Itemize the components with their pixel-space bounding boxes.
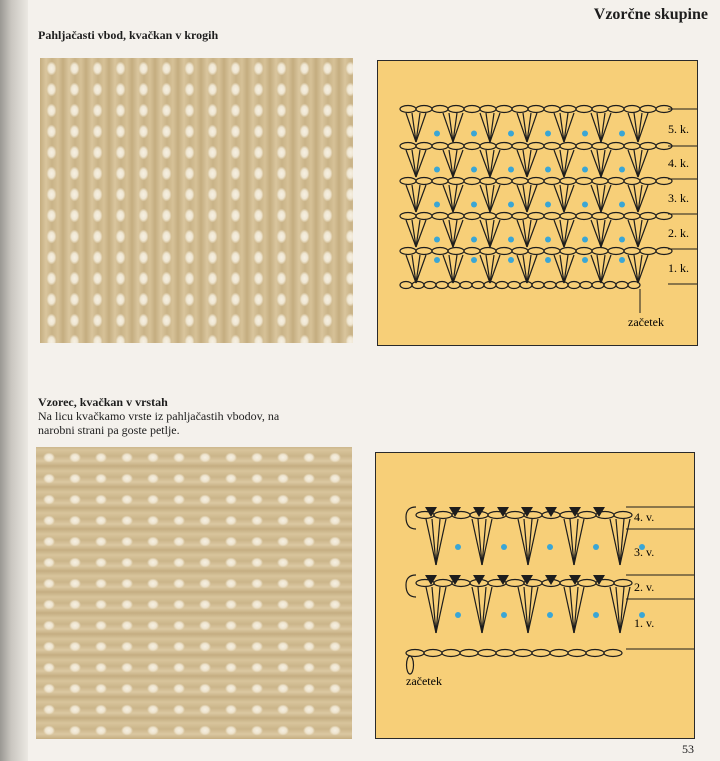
chain-stitch [480, 143, 496, 150]
chain-stitch [512, 143, 528, 150]
chain-stitch [560, 106, 576, 113]
blue-dot-marker [471, 257, 477, 263]
chain-stitch [442, 650, 460, 657]
chain-stitch [528, 213, 544, 220]
start-chain-loop [407, 656, 414, 674]
section2-description [38, 409, 338, 437]
section2-description-line2: narobni strani pa goste petlje. [38, 423, 180, 437]
chain-stitch [624, 213, 640, 220]
blue-dot-marker [545, 202, 551, 208]
blue-dot-marker [501, 612, 507, 618]
blue-dot-marker [434, 257, 440, 263]
chain-stitch [608, 248, 624, 255]
page-header-title: Vzorčne skupine [593, 6, 708, 23]
chain-stitch [614, 580, 632, 587]
blue-dot-marker [582, 202, 588, 208]
blue-dot-marker [471, 167, 477, 173]
chain-stitch [460, 650, 478, 657]
chain-stitch [424, 650, 442, 657]
blue-dot-marker [582, 131, 588, 137]
section1-title: Pahljačasti vbod, kvačkan v krogih [38, 28, 219, 42]
blue-dot-marker [619, 167, 625, 173]
chain-stitch [578, 580, 596, 587]
section1-crochet-photo [40, 58, 353, 343]
chain-stitch [448, 178, 464, 185]
blue-dot-marker [619, 131, 625, 137]
chain-stitch [608, 106, 624, 113]
blue-dot-marker [455, 544, 461, 550]
chain-stitch [448, 248, 464, 255]
section2-stitch-diagram [375, 452, 695, 739]
chain-stitch [506, 512, 524, 519]
chain-stitch [496, 282, 508, 289]
section2-row-label-1: 1. v. [634, 616, 655, 630]
chain-stitch [400, 143, 416, 150]
chain-stitch [560, 143, 576, 150]
chain-stitch [560, 213, 576, 220]
chain-stitch [528, 106, 544, 113]
chain-stitch [576, 213, 592, 220]
blue-dot-marker [545, 167, 551, 173]
chain-stitch [432, 248, 448, 255]
section2-description-line1: Na licu kvačkamo vrste iz pahljačastih vbodov, na [38, 409, 280, 423]
chain-stitch [432, 143, 448, 150]
chain-stitch [448, 213, 464, 220]
chain-stitch [532, 650, 550, 657]
section1-start-label: začetek [628, 315, 664, 329]
section1-row-label-2: 2. k. [668, 226, 689, 240]
chain-stitch [544, 178, 560, 185]
chain-stitch [496, 248, 512, 255]
chain-stitch [544, 248, 560, 255]
chain-stitch [448, 282, 460, 289]
blue-dot-marker [471, 202, 477, 208]
turning-chain [406, 507, 416, 529]
chain-stitch [592, 248, 608, 255]
blue-dot-marker [593, 544, 599, 550]
chain-stitch [412, 282, 424, 289]
chain-stitch [508, 282, 520, 289]
chain-stitch [478, 650, 496, 657]
blue-dot-marker [508, 167, 514, 173]
section2-title: Vzorec, kvačkan v vrstah [38, 395, 168, 409]
chain-stitch [400, 282, 412, 289]
blue-dot-marker [619, 257, 625, 263]
chain-stitch [496, 178, 512, 185]
chain-stitch [436, 282, 448, 289]
chain-stitch [624, 143, 640, 150]
chain-stitch [528, 143, 544, 150]
chain-stitch [550, 650, 568, 657]
chain-stitch [544, 143, 560, 150]
section2-start-label: začetek [406, 674, 442, 688]
chain-stitch [416, 213, 432, 220]
chain-stitch [406, 650, 424, 657]
section1-row-label-1: 1. k. [668, 261, 689, 275]
chain-stitch [624, 248, 640, 255]
blue-dot-marker [619, 237, 625, 243]
blue-dot-marker [455, 612, 461, 618]
chain-stitch [576, 178, 592, 185]
chain-stitch [586, 650, 604, 657]
blue-dot-marker [547, 544, 553, 550]
chain-stitch [528, 248, 544, 255]
section2-row-label-4: 4. v. [634, 510, 655, 524]
chain-stitch [434, 512, 452, 519]
chain-stitch [464, 143, 480, 150]
chain-stitch [556, 282, 568, 289]
chain-stitch [460, 282, 472, 289]
blue-dot-marker [434, 237, 440, 243]
chain-stitch [432, 178, 448, 185]
chain-stitch [576, 106, 592, 113]
chain-stitch [512, 178, 528, 185]
chain-stitch [544, 213, 560, 220]
blue-dot-marker [501, 544, 507, 550]
chain-stitch [640, 213, 656, 220]
chain-stitch [416, 178, 432, 185]
section1-diagram-svg [378, 61, 697, 345]
chain-stitch [432, 213, 448, 220]
chain-stitch [434, 580, 452, 587]
chain-stitch [448, 143, 464, 150]
chain-stitch [480, 178, 496, 185]
chain-stitch [592, 213, 608, 220]
chain-stitch [472, 282, 484, 289]
blue-dot-marker [508, 257, 514, 263]
blue-dot-marker [547, 612, 553, 618]
chain-stitch [514, 650, 532, 657]
chain-stitch [628, 282, 640, 289]
blue-dot-marker [582, 257, 588, 263]
chain-stitch [464, 178, 480, 185]
chain-stitch [544, 282, 556, 289]
chain-stitch [640, 143, 656, 150]
chain-stitch [614, 512, 632, 519]
chain-stitch [560, 178, 576, 185]
chain-stitch [496, 106, 512, 113]
blue-dot-marker [545, 131, 551, 137]
chain-stitch [400, 248, 416, 255]
chain-stitch [578, 512, 596, 519]
blue-dot-marker [508, 131, 514, 137]
section1-row-label-5: 5. k. [668, 122, 689, 136]
chain-stitch [592, 282, 604, 289]
chain-stitch [580, 282, 592, 289]
chain-stitch [512, 213, 528, 220]
chain-stitch [608, 143, 624, 150]
chain-stitch [576, 143, 592, 150]
chain-stitch [576, 248, 592, 255]
chain-stitch [416, 143, 432, 150]
chain-stitch [400, 178, 416, 185]
blue-dot-marker [582, 237, 588, 243]
chain-stitch [608, 213, 624, 220]
chain-stitch [506, 580, 524, 587]
chain-stitch [400, 106, 416, 113]
book-gutter-shadow [0, 0, 28, 761]
blue-dot-marker [508, 237, 514, 243]
chain-stitch [624, 178, 640, 185]
chain-stitch [480, 106, 496, 113]
blue-dot-marker [471, 131, 477, 137]
chain-stitch [640, 178, 656, 185]
chain-stitch [604, 650, 622, 657]
section2-row-label-2: 2. v. [634, 580, 655, 594]
page-number: 53 [682, 742, 694, 756]
chain-stitch [512, 248, 528, 255]
chain-stitch [464, 106, 480, 113]
blue-dot-marker [434, 131, 440, 137]
blue-dot-marker [434, 167, 440, 173]
chain-stitch [568, 650, 586, 657]
chain-stitch [480, 248, 496, 255]
chain-stitch [448, 106, 464, 113]
chain-stitch [560, 248, 576, 255]
section2-diagram-svg [376, 453, 694, 738]
section1-stitch-diagram [377, 60, 698, 346]
chain-stitch [640, 248, 656, 255]
chain-stitch [568, 282, 580, 289]
blue-dot-marker [434, 202, 440, 208]
chain-stitch [424, 282, 436, 289]
blue-dot-marker [508, 202, 514, 208]
chain-stitch [432, 106, 448, 113]
section1-row-label-3: 3. k. [668, 191, 689, 205]
chain-stitch [496, 143, 512, 150]
blue-dot-marker [582, 167, 588, 173]
chain-stitch [592, 106, 608, 113]
chain-stitch [592, 143, 608, 150]
chain-stitch [604, 282, 616, 289]
blue-dot-marker [545, 237, 551, 243]
chain-stitch [512, 106, 528, 113]
chain-stitch [464, 213, 480, 220]
section2-row-label-3: 3. v. [634, 545, 655, 559]
chain-stitch [592, 178, 608, 185]
chain-stitch [528, 178, 544, 185]
turning-chain [406, 575, 416, 597]
chain-stitch [624, 106, 640, 113]
blue-dot-marker [545, 257, 551, 263]
chain-stitch [532, 282, 544, 289]
section1-row-label-4: 4. k. [668, 156, 689, 170]
chain-stitch [520, 282, 532, 289]
chain-stitch [480, 213, 496, 220]
chain-stitch [496, 213, 512, 220]
chain-stitch [416, 106, 432, 113]
chain-stitch [544, 106, 560, 113]
blue-dot-marker [471, 237, 477, 243]
chain-stitch [464, 248, 480, 255]
chain-stitch [640, 106, 656, 113]
chain-stitch [616, 282, 628, 289]
chain-stitch [608, 178, 624, 185]
section2-crochet-photo [36, 447, 352, 739]
blue-dot-marker [593, 612, 599, 618]
chain-stitch [496, 650, 514, 657]
chain-stitch [416, 248, 432, 255]
chain-stitch [400, 213, 416, 220]
blue-dot-marker [619, 202, 625, 208]
